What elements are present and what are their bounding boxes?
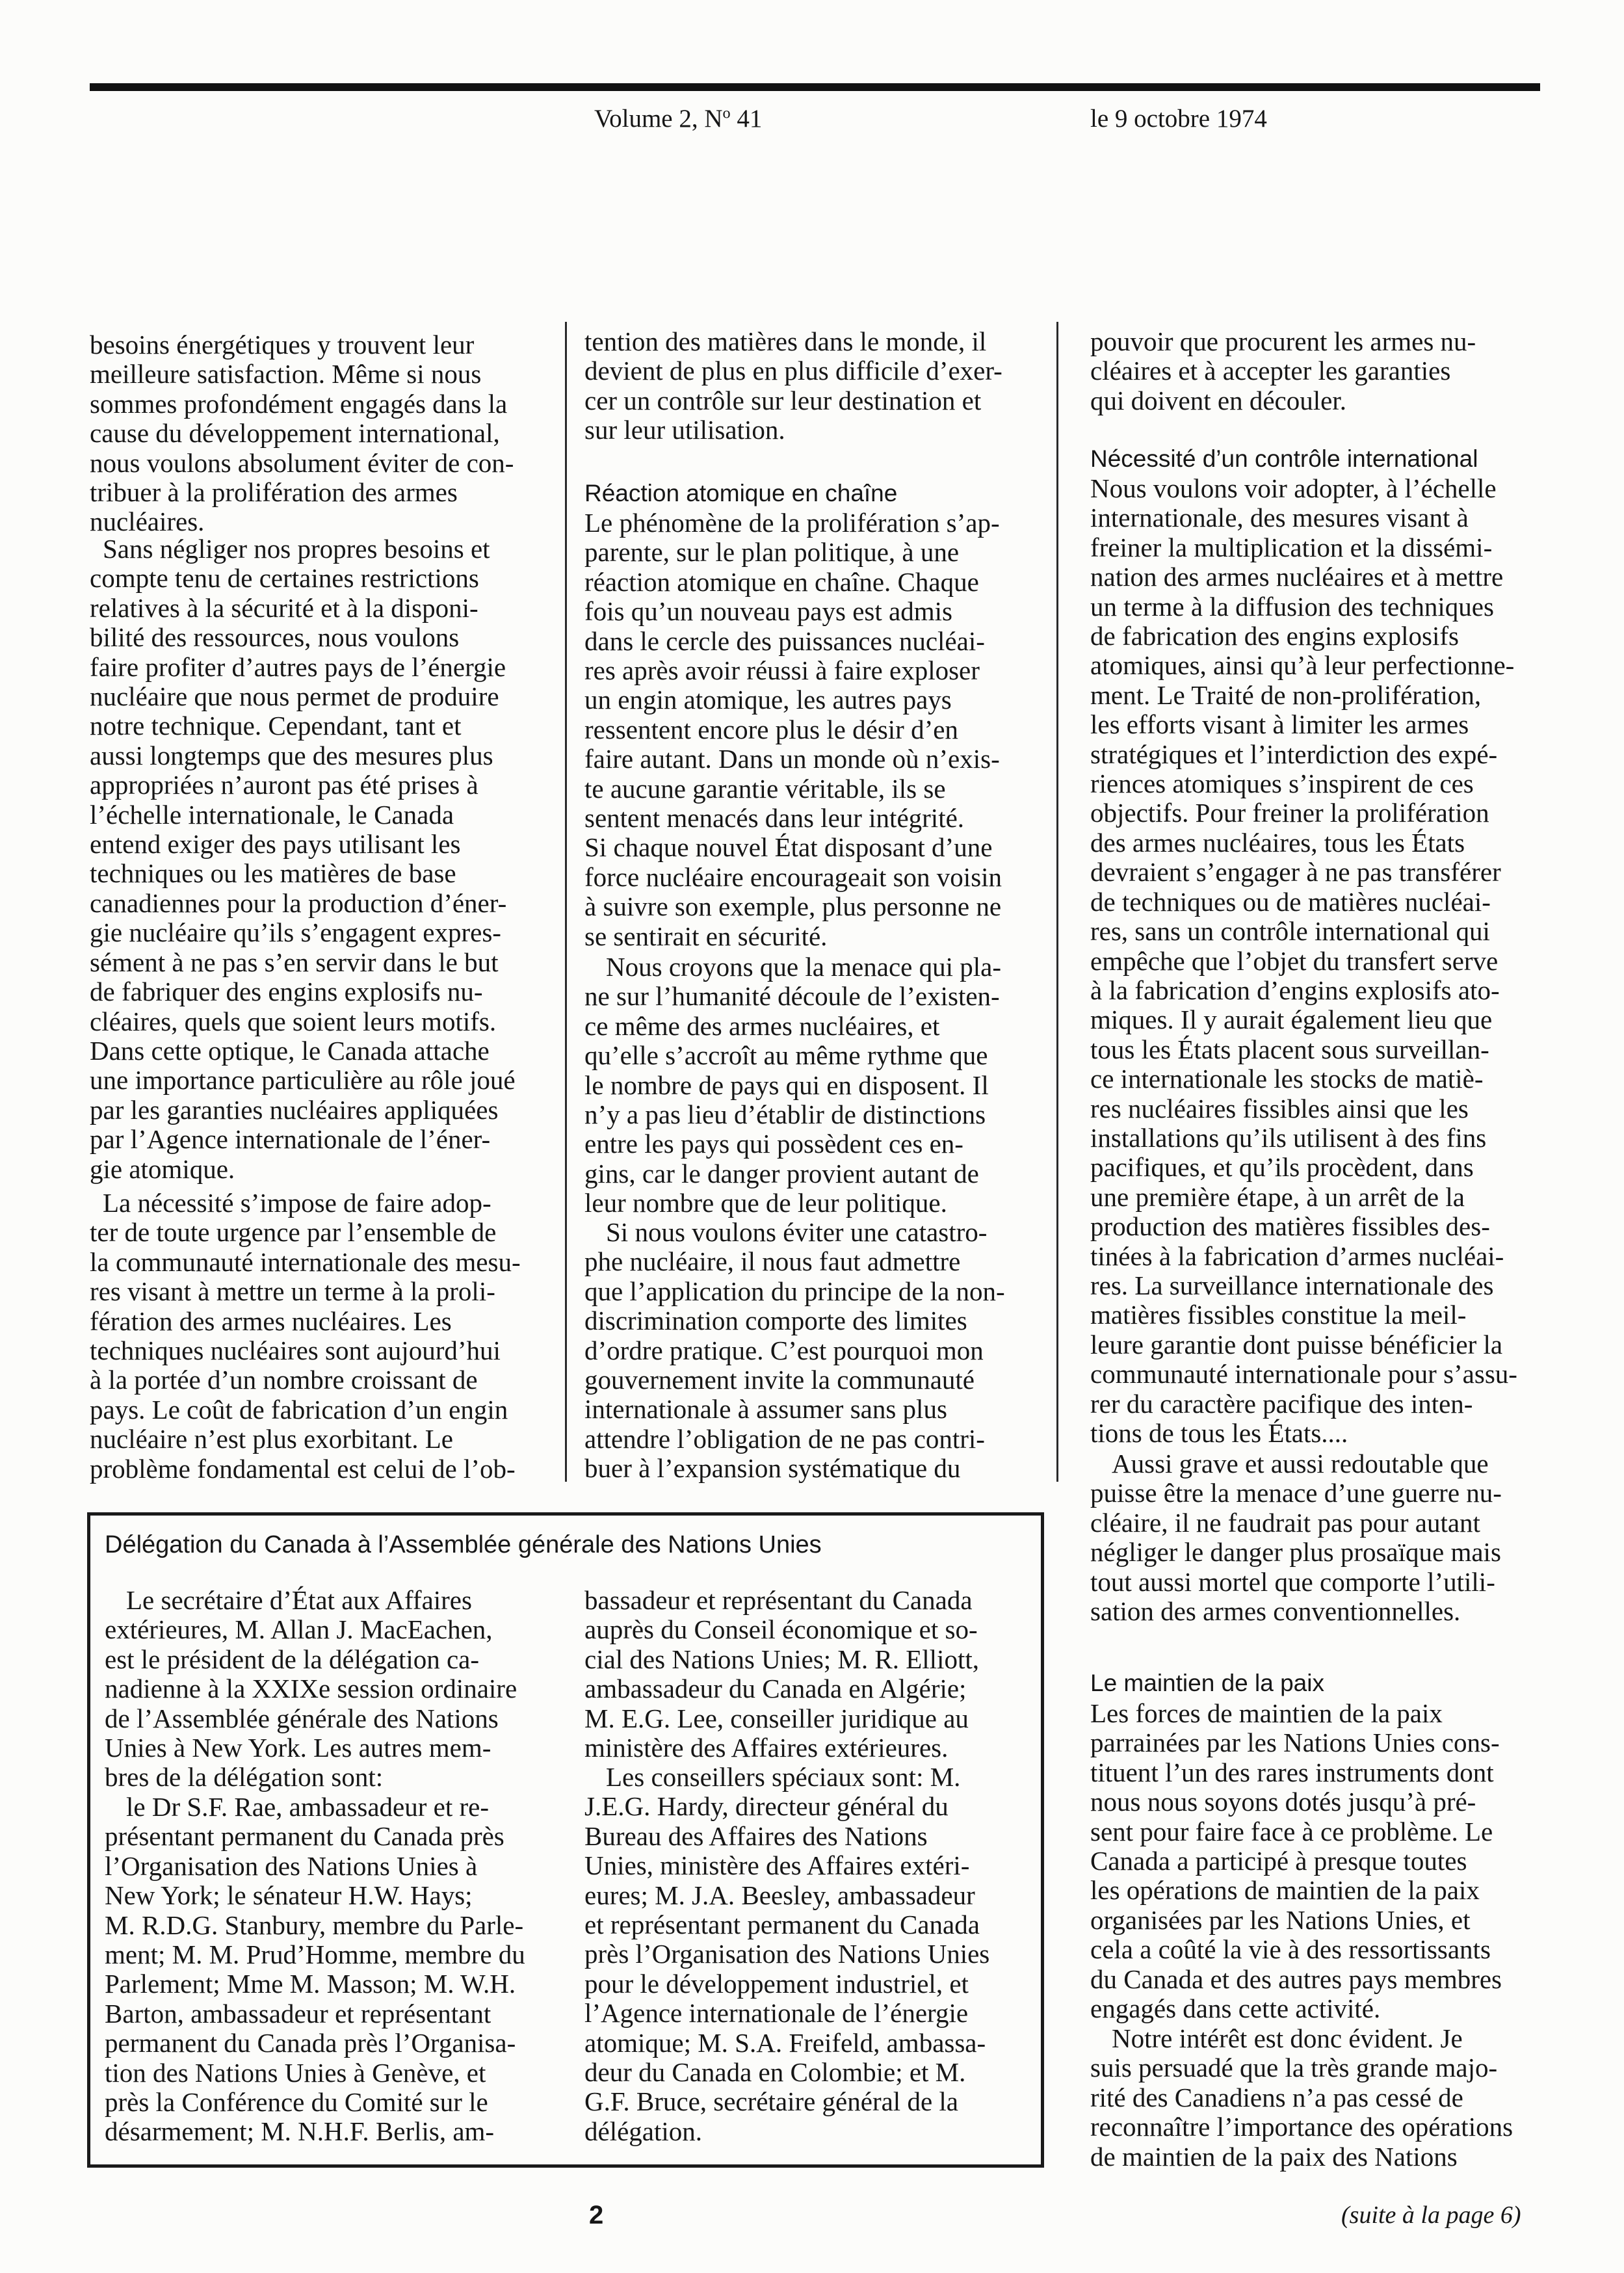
continuation-note: (suite à la page 6) [1341, 2201, 1521, 2229]
issue-number [594, 103, 762, 135]
column-1-paragraph: La nécessité s’impose de faire adop- ter de toute urgence par l’ensemble de la communauté internationale des mesu- res visant à mettre un terme à la proli- fération des armes nucléaires. Les techniques nucléaires sont aujourd’hui à la portée d’un nombre croissant de pays. Le coût de fabrication d’un engin nucléaire n’est plus exorbitant. Le problème fondamental est celui de l’ob- [90, 1188, 521, 1484]
section-heading: Réaction atomique en chaîne [584, 480, 898, 506]
delegation-box-paragraph: le Dr S.F. Rae, ambassadeur et re- présentant permanent du Canada près l’Organisation des Nations Unies à New York; le sénateur H.W. Hays; M. R.D.G. Stanbury, membre du Parle- ment; M. M. Prud’Homme, membre du Parlement; Mme M. Masson; M. W.H. Barton, ambassadeur et représentant permanent du Canada près l’Organisa- tion des Nations Unies à Genève, et près la Conférence du Comité sur le désarmement; M. N.H.F. Berlis, am- [105, 1792, 525, 2147]
issue-date: le 9 octobre 1974 [1090, 105, 1267, 133]
column-3-paragraph: Aussi grave et aussi redoutable que puisse être la menace d’une guerre nu- cléaire, il ne faudrait pas pour autant négliger le danger plus prosaïque mais tout aussi mortel que comporte l’utili- sation des armes conventionnelles. [1090, 1449, 1502, 1627]
delegation-box-title: Délégation du Canada à l’Assemblée générale des Nations Unies [105, 1531, 822, 1558]
delegation-box-paragraph: Les conseillers spéciaux sont: M. J.E.G. Hardy, directeur général du Bureau des Affaires des Nations Unies, ministère des Affaires extéri- eures; M. J.A. Beesley, ambassadeur et représentant permanent du Canada près l’Organisation des Nations Unies pour le développement industriel, et l’Agence internationale de l’énergie atomique; M. S.A. Freifeld, ambassa- deur du Canada en Colombie; et M. G.F. Bruce, secrétaire général de la délégation. [584, 1762, 990, 2146]
column-3-paragraph: Notre intérêt est donc évident. Je suis persuadé que la très grande majo- rité des Canadiens n’a pas cessé de reconnaître l’importance des opérations de maintien de la paix des Nations [1090, 2023, 1513, 2172]
issue-number-value: 41 [737, 105, 763, 133]
issue-superscript: o [722, 104, 731, 122]
column-2-paragraph: Nous croyons que la menace qui pla- ne sur l’humanité découle de l’existen- ce même des armes nucléaires, et qu’elle s’accroît au même rythme que le nombre de pays qui en disposent. Il n’y a pas lieu d’établir de distinctions entre les pays qui possèdent ces en- gins, car le danger provient autant de leur nombre que de leur politique. [584, 952, 1001, 1218]
column-3-paragraph: pouvoir que procurent les armes nu- cléaires et à accepter les garanties qui doivent en découler. [1090, 326, 1476, 415]
column-2-paragraph: tention des matières dans le monde, il devient de plus en plus difficile d’exer- cer un contrôle sur leur destination et sur leur utilisation. [584, 326, 1002, 445]
column-1-paragraph: besoins énergétiques y trouvent leur meilleure satisfaction. Même si nous sommes profondément engagés dans la cause du développement international, nous voulons absolument éviter de con- tribuer à la prolifération des armes nucléaires. [90, 330, 514, 537]
column-2-paragraph: Le phénomène de la prolifération s’ap- parente, sur le plan politique, à une réaction atomique en chaîne. Chaque fois qu’un nouveau pays est admis dans le cercle des puissances nucléai- res après avoir réussi à faire exploser un engin atomique, les autres pays ressentent encore plus le désir d’en faire autant. Dans un monde où n’exis- te aucune garantie véritable, ils se sentent menacés dans leur intégrité. Si chaque nouvel État disposant d’une force nucléaire encourageait son voisin à suivre son exemple, plus personne ne se sentirait en sécurité. [584, 508, 1002, 951]
column-2-paragraph: Si nous voulons éviter une catastro- phe nucléaire, il nous faut admettre que l’application du principe de la non- discrimination comporte des limites d’ordre pratique. C’est pourquoi mon gouvernement invite la communauté internationale à assumer sans plus attendre l’obligation de ne pas contri- buer à l’expansion systématique du [584, 1217, 1005, 1484]
section-heading: Le maintien de la paix [1090, 1670, 1324, 1696]
column-rule-left [565, 322, 567, 1482]
header-rule [90, 83, 1540, 91]
column-3-paragraph: Nous voulons voir adopter, à l’échelle internationale, des mesures visant à freiner la multiplication et la dissémi- nation des armes nucléaires et à mettre un terme à la diffusion des techniques de fabrication des engins explosifs atomiques, ainsi qu’à leur perfectionne- ment. Le Traité de non-prolifération, les efforts visant à limiter les armes stratégiques et l’interdiction des expé- riences atomiques s’inspirent de ces objectifs. Pour freiner la prolifération des armes nucléaires, tous les États devraient s’engager à ne pas transférer de techniques ou de matières nucléai- res, sans un contrôle international qui empêche que l’objet du transfert serve à la fabrication d’engins explosifs ato- miques. Il y aurait également lieu que tous les États placent sous surveillan- ce internationale les stocks de matiè- res nucléaires fissibles ainsi que les installations qu’ils utilisent à des fins pacifiques, et qu’ils procèdent, dans une première étape, à un arrêt de la production des matières fissibles des- tinées à la fabrication d’armes nucléai- res. La surveillance internationale des matières fissibles constitue la meil- leure garantie dont puisse bénéficier la communauté internationale pour s’assu- rer du caractère pacifique des inten- tions de tous les États.... [1090, 473, 1517, 1448]
column-rule-right [1056, 322, 1058, 1482]
delegation-box-paragraph: Le secrétaire d’État aux Affaires extérieures, M. Allan J. MacEachen, est le président de la délégation ca- nadienne à la XXIXe session ordinaire de l’Assemblée générale des Nations Unies à New York. Les autres mem- bres de la délégation sont: [105, 1585, 517, 1793]
column-3-paragraph: Les forces de maintien de la paix parrainées par les Nations Unies cons- tituent l’un des rares instruments dont nous nous soyons dotés jusqu’à pré- sent pour faire face à ce problème. Le Canada a participé à presque toutes les opérations de maintien de la paix organisées par les Nations Unies, et cela a coûté la vie à des ressortissants du Canada et des autres pays membres engagés dans cette activité. [1090, 1698, 1502, 2024]
column-1-paragraph: Sans négliger nos propres besoins et compte tenu de certaines restrictions relatives à la sécurité et à la disponi- bilité des ressources, nous voulons faire profiter d’autres pays de l’énergie nucléaire que nous permet de produire notre technique. Cependant, tant et aussi longtemps que des mesures plus appropriées n’auront pas été prises à l’échelle internationale, le Canada entend exiger des pays utilisant les techniques ou les matières de base canadiennes pour la production d’éner- gie nucléaire qu’ils s’engagent expres- sément à ne pas s’en servir dans le but de fabriquer des engins explosifs nu- cléaires, quels que soient leurs motifs. Dans cette optique, le Canada attache une importance particulière au rôle joué par les garanties nucléaires appliquées par l’Agence internationale de l’éner- gie atomique. [90, 534, 516, 1184]
delegation-box-paragraph: bassadeur et représentant du Canada auprès du Conseil économique et so- cial des Nations Unies; M. R. Elliott, ambassadeur du Canada en Algérie; M. E.G. Lee, conseiller juridique au ministère des Affaires extérieures. [584, 1585, 979, 1763]
page-number: 2 [589, 2201, 604, 2229]
section-heading: Nécessité d’un contrôle international [1090, 445, 1478, 472]
issue-prefix: Volume 2, N [594, 105, 723, 133]
